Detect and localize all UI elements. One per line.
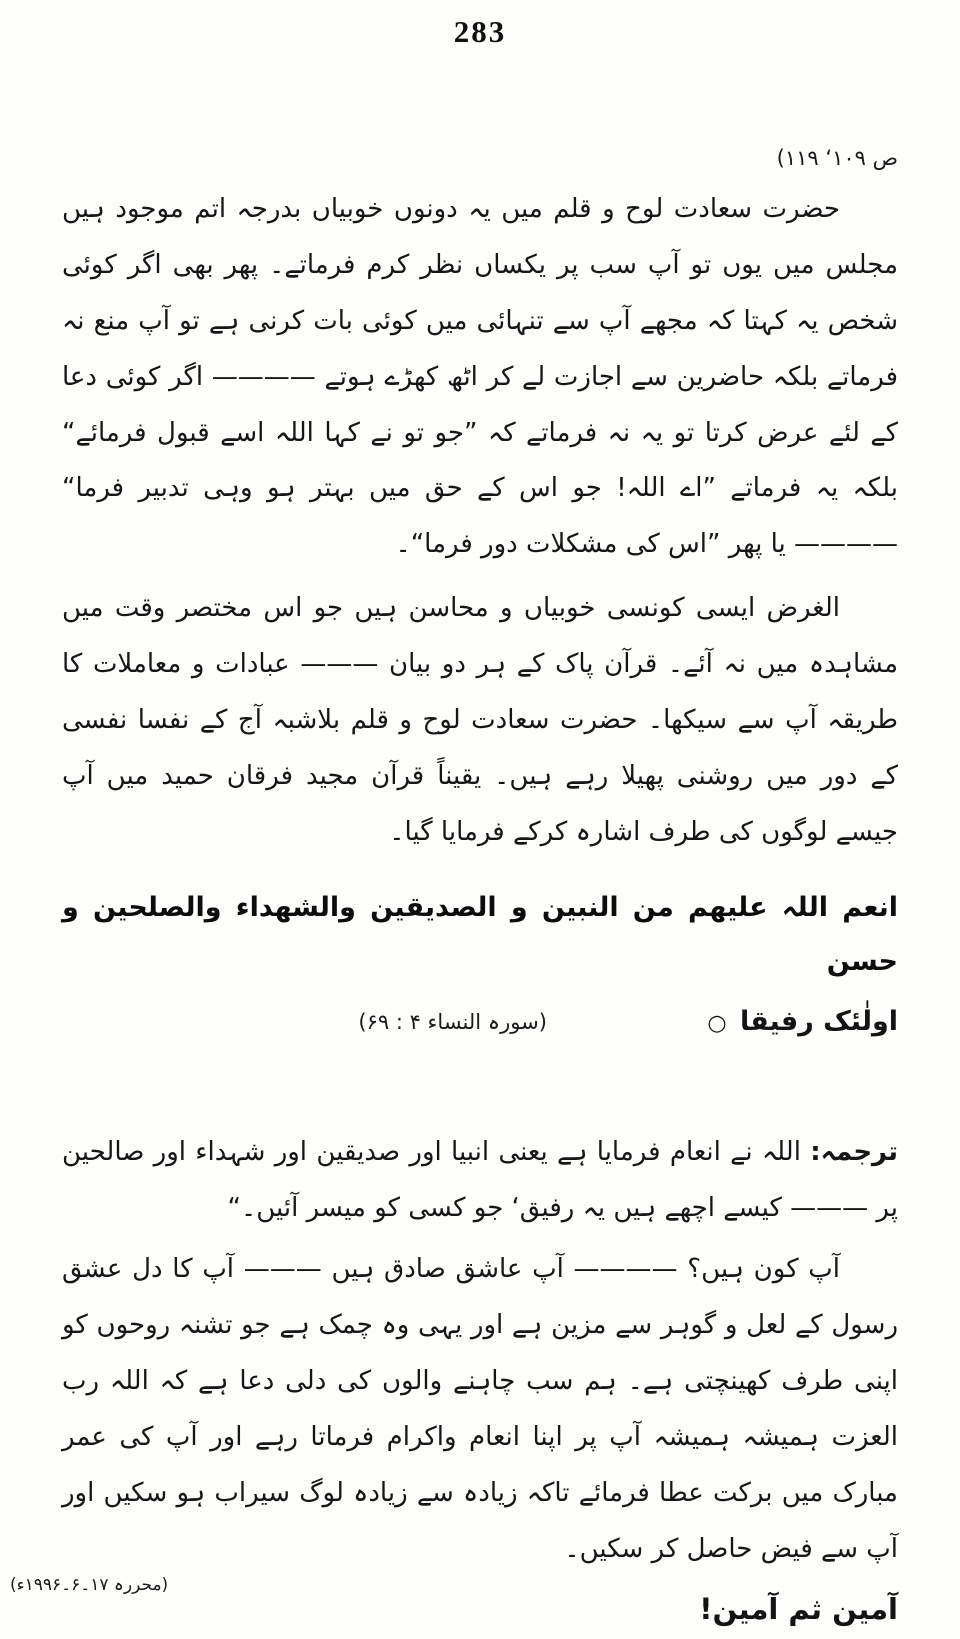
verse-end-marker-icon: ○ xyxy=(707,1010,727,1036)
paragraph-tribute: آپ کون ہیں؟ ———— آپ عاشق صادق ہیں ——— آپ کا دل عشق رسول کے لعل و گوہر سے مزین ہے اور یہی وہ چمک ہے جو تشنہ روحوں کو اپنی طرف کھینچتی ہے۔ ہم سب چاہنے والوں کی دلی دعا ہے کہ اللہ رب العزت ہمیشہ ہمیشہ آپ پر اپنا انعام واکرام فرماتا رہے اور آپ کی عمر مبارک میں برکت عطا فرمائے تاکہ زیادہ سے زیادہ لوگ سیراب ہو سکیں اور آپ سے فیض حاصل کر سکیں۔ xyxy=(62,1254,898,1564)
quran-verse-row xyxy=(62,993,898,1051)
footer-date: (محررہ ۱۷۔۶۔۱۹۹۶ء) xyxy=(10,1575,169,1595)
quran-verse-block xyxy=(62,881,898,1051)
quran-verse-line-2 xyxy=(707,993,898,1053)
surah-reference: (سورہ النساء ۴ : ۶۹) xyxy=(358,1009,547,1034)
paragraph-summary: الغرض ایسی کونسی خوبیاں و محاسن ہیں جو اس مختصر وقت میں مشاہدہ میں نہ آئے۔ قرآن پاک کے ہر دو بیان ——— عبادات و معاملات کا طریقہ آپ سے سیکھا۔ حضرت سعادت لوح و قلم بلاشبہ آج کے نفسا نفسی کے دور میں روشنی پھیلا رہے ہیں۔ یقیناً قرآن مجید فرقان حمید میں آپ جیسے لوگوں کی طرف اشارہ کرکے فرمایا گیا۔ xyxy=(62,593,898,847)
source-page-reference: ص ۱۰۹‘ ۱۱۹) xyxy=(776,146,898,170)
page-number: 283 xyxy=(453,14,507,49)
paragraph-virtues: حضرت سعادت لوح و قلم میں یہ دونوں خوبیاں بدرجہ اتم موجود ہیں مجلس میں یوں تو آپ سب پر یکساں نظر کرم فرماتے۔ پھر بھی اگر کوئی شخص یہ کہتا کہ مجھے آپ سے تنہائی میں کوئی بات کرنی ہے تو آپ منع نہ فرماتے بلکہ حاضرین سے اجازت لے کر اٹھ کھڑے ہوتے ———— اگر کوئی دعا کے لئے عرض کرتا تو یہ نہ فرماتے کہ ”جو تو نے کہا اللہ اسے قبول فرمائے“ بلکہ یہ فرماتے ”اے اللہ! جو اس کے حق میں بہتر ہو وہی تدبیر فرما“ ———— یا پھر ”اس کی مشکلات دور فرما“۔ xyxy=(62,194,898,560)
quran-verse-line-1: انعم اللہ علیھم من النبین و الصدیقین والشھداء والصلحین و حسن xyxy=(62,891,898,977)
translation-label: ترجمہ: xyxy=(810,1136,898,1167)
quran-verse-line-2-text: اولٰئک رفیقا xyxy=(739,1005,898,1037)
closing-ameen: آمین ثم آمین! xyxy=(699,1591,898,1626)
translation-paragraph xyxy=(62,1125,898,1237)
translation-text: اللہ نے انعام فرمایا ہے یعنی انبیا اور صدیقین اور شہداء اور صالحین پر ——— کیسے اچھے ہیں یہ رفیق‘ جو کسی کو میسر آئیں۔“ xyxy=(62,1136,898,1223)
